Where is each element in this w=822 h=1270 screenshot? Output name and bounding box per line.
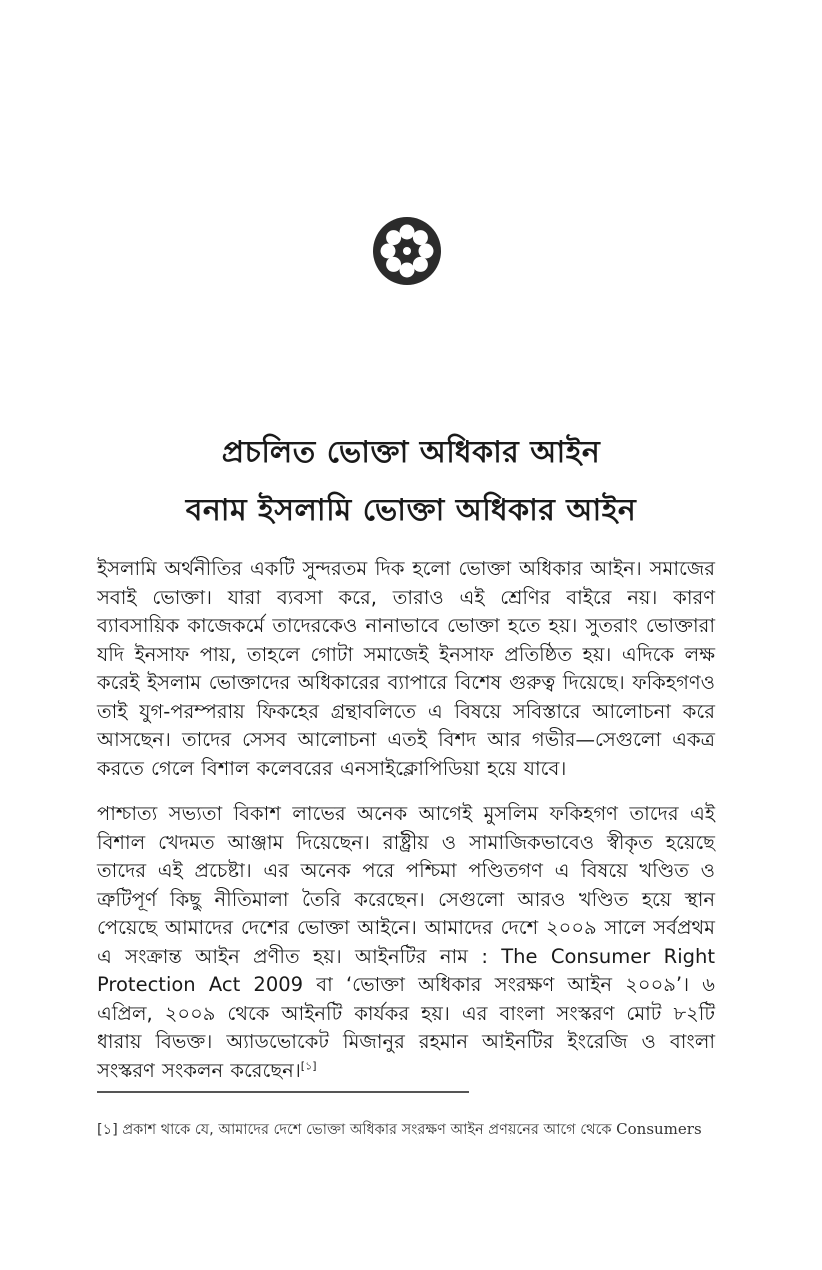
body-paragraph-2-text: পাশ্চাত্য সভ্যতা বিকাশ লাভের অনেক আগেই মুসলিম ফকিহগণ তাদের এই বিশাল খেদমত আঞ্জাম দিয়েছেন। রাষ্ট্রীয় ও সামাজিকভাবেও স্বীকৃত হয়েছে তাদের এই প্রচেষ্টা। এর অনেক পরে পশ্চিমা পণ্ডিতগণ এ বিষয়ে খণ্ডিত ও ত্রুটিপূর্ণ কিছু নীতিমালা তৈরি করেছেন। সেগুলো আরও খণ্ডিত হয়ে স্থান পেয়েছে আমাদের দেশের ভোক্তা আইনে। আমাদের দেশে ২০০৯ সালে সর্বপ্রথম এ সংক্রান্ত আইন প্রণীত হয়। আইনটির নাম : The Consumer Right Protection Act 2009 বা ‘ভোক্তা অধিকার সংরক্ষণ আইন ২০০৯’। ৬ এপ্রিল, ২০০৯ থেকে আইনটি কার্যকর হয়। এর বাংলা সংস্করণ মোট ৮২টি ধারায় বিভক্ত। অ্যাডভোকেট মিজানুর রহমান আইনটির ইংরেজি ও বাংলা সংস্করণ সংকলন করেছেন। bbox=[97, 802, 715, 1082]
footnote-reference[interactable]: [১] bbox=[300, 1059, 317, 1072]
footnote bbox=[97, 1118, 719, 1141]
footnote-divider bbox=[97, 1091, 469, 1093]
flower-rosette-icon bbox=[372, 216, 442, 286]
footnote-marker: [১] bbox=[97, 1122, 118, 1138]
body-paragraph-2 bbox=[97, 800, 715, 1085]
chapter-title-line2: বনাম ইসলামি ভোক্তা অধিকার আইন bbox=[185, 493, 637, 528]
footnote-text: প্রকাশ থাকে যে, আমাদের দেশে ভোক্তা অধিকার সংরক্ষণ আইন প্রণয়নের আগে থেকে bbox=[122, 1122, 612, 1138]
chapter-title-line1: প্রচলিত ভোক্তা অধিকার আইন bbox=[221, 435, 601, 470]
body-paragraph-1: ইসলামি অর্থনীতির একটি সুন্দরতম দিক হলো ভোক্তা অধিকার আইন। সমাজের সবাই ভোক্তা। যারা ব্যবসা করে, তারাও এই শ্রেণির বাইরে নয়। কারণ ব্যাবসায়িক কাজেকর্মে তাদেরকেও নানাভাবে ভোক্তা হতে হয়। সুতরাং ভোক্তারা যদি ইনসাফ পায়, তাহলে গোটা সমাজেই ইনসাফ প্রতিষ্ঠিত হয়। এদিকে লক্ষ করেই ইসলাম ভোক্তাদের অধিকারের ব্যাপারে বিশেষ গুরুত্ব দিয়েছে। ফকিহগণও তাই যুগ-পরম্পরায় ফিকহের গ্রন্থাবলিতে এ বিষয়ে সবিস্তারে আলোচনা করে আসছেন। তাদের সেসব আলোচনা এতই বিশদ আর গভীর—সেগুলো একত্র করতে গেলে বিশাল কলেবরের এনসাইক্লোপিডিয়া হয়ে যাবে। bbox=[97, 557, 715, 780]
footnote-latin-text: Consumers bbox=[616, 1120, 702, 1138]
